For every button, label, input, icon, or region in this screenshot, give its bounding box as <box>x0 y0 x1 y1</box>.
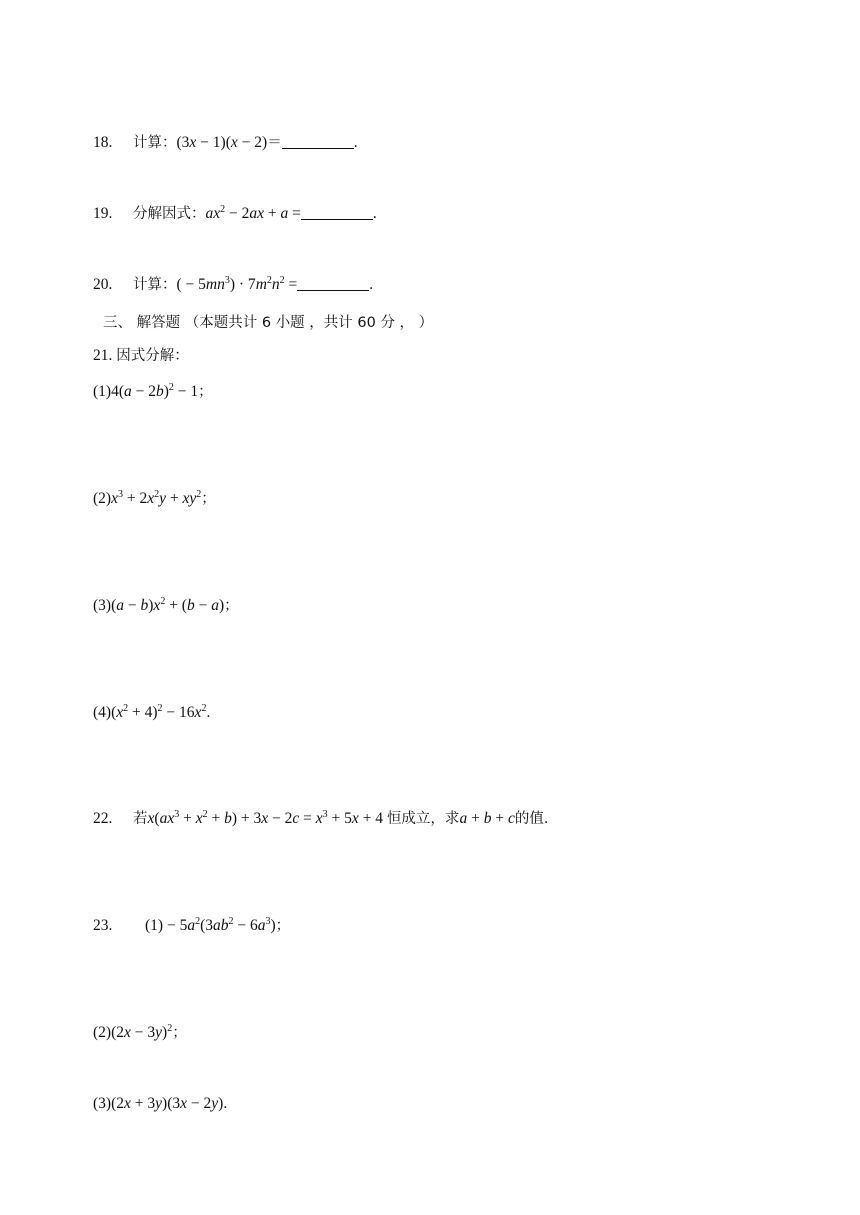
question-number: 23. <box>93 917 113 934</box>
question-23-part-3 <box>93 1094 227 1114</box>
question-label: 计算： <box>133 135 177 151</box>
question-18 <box>93 133 358 153</box>
semicolon: ； <box>224 598 239 614</box>
question-number: 18. <box>93 134 113 151</box>
answer-blank[interactable] <box>301 205 373 220</box>
question-23-part-2 <box>93 1023 187 1043</box>
question-21-part-2 <box>93 489 216 509</box>
math-expression: $(1)4(a - 2b)^2 - 1$ <box>93 382 199 400</box>
question-mid: 恒成立，求 <box>386 811 460 827</box>
section-heading: 三、 解答题 （本题共计 6 小题 ，共计 60 分 ， ） <box>103 315 434 331</box>
question-label: 因式分解： <box>116 348 189 364</box>
math-expression: a + b + c <box>459 810 515 827</box>
math-expression: $(4)(x^2 + 4)^2 - 16x^2$ <box>93 703 207 721</box>
math-expression: $(1) - 5a^2(3ab^2 - 6a^3)$ <box>145 916 276 934</box>
period: . <box>369 276 374 293</box>
period: . <box>206 704 211 721</box>
math-expression: $(2)(2x - 3y)^2$ <box>93 1023 173 1041</box>
semicolon: ； <box>198 384 213 400</box>
math-expression: (3)(2x + 3y)(3x − 2y) <box>93 1095 224 1112</box>
question-number: 22. <box>93 810 113 827</box>
semicolon: ； <box>172 1025 187 1041</box>
question-number: 19. <box>93 205 113 222</box>
question-number: 21. <box>93 347 113 364</box>
math-expression: $(2)x^3 + 2x^2y + xy^2$ <box>93 489 202 507</box>
math-expression: (3x − 1)(x − 2) <box>176 134 268 151</box>
question-number: 20. <box>93 276 113 293</box>
math-expression: $x(ax^3 + x^2 + b) + 3x - 2c = x^3 + 5x + 4$ <box>147 809 387 827</box>
answer-blank[interactable] <box>297 276 369 291</box>
math-expression: ( − $5mn^3) \cdot 7m^2n^2$ = <box>176 275 298 293</box>
period: . <box>372 205 377 222</box>
semicolon: ； <box>201 491 216 507</box>
question-21-part-1 <box>93 382 213 402</box>
math-expression: $ax^2 - 2ax + a$ = <box>205 204 301 222</box>
question-20 <box>93 275 373 295</box>
question-suffix: 的值. <box>514 811 549 827</box>
question-21-part-3 <box>93 596 239 616</box>
period: . <box>223 1095 228 1112</box>
question-22 <box>93 809 548 829</box>
answer-blank[interactable] <box>282 134 354 149</box>
period: . <box>353 134 358 151</box>
question-19 <box>93 204 377 224</box>
question-23-part-1 <box>93 916 290 936</box>
question-prefix: 若 <box>133 811 148 827</box>
question-21-part-4 <box>93 703 210 723</box>
question-label: 分解因式： <box>133 206 206 222</box>
semicolon: ； <box>275 918 291 934</box>
question-21 <box>93 346 189 366</box>
question-label: 计算： <box>133 277 177 293</box>
equals-sign: ＝ <box>267 135 282 151</box>
math-expression: $(3)(a - b)x^2 + (b - a)$ <box>93 596 225 614</box>
